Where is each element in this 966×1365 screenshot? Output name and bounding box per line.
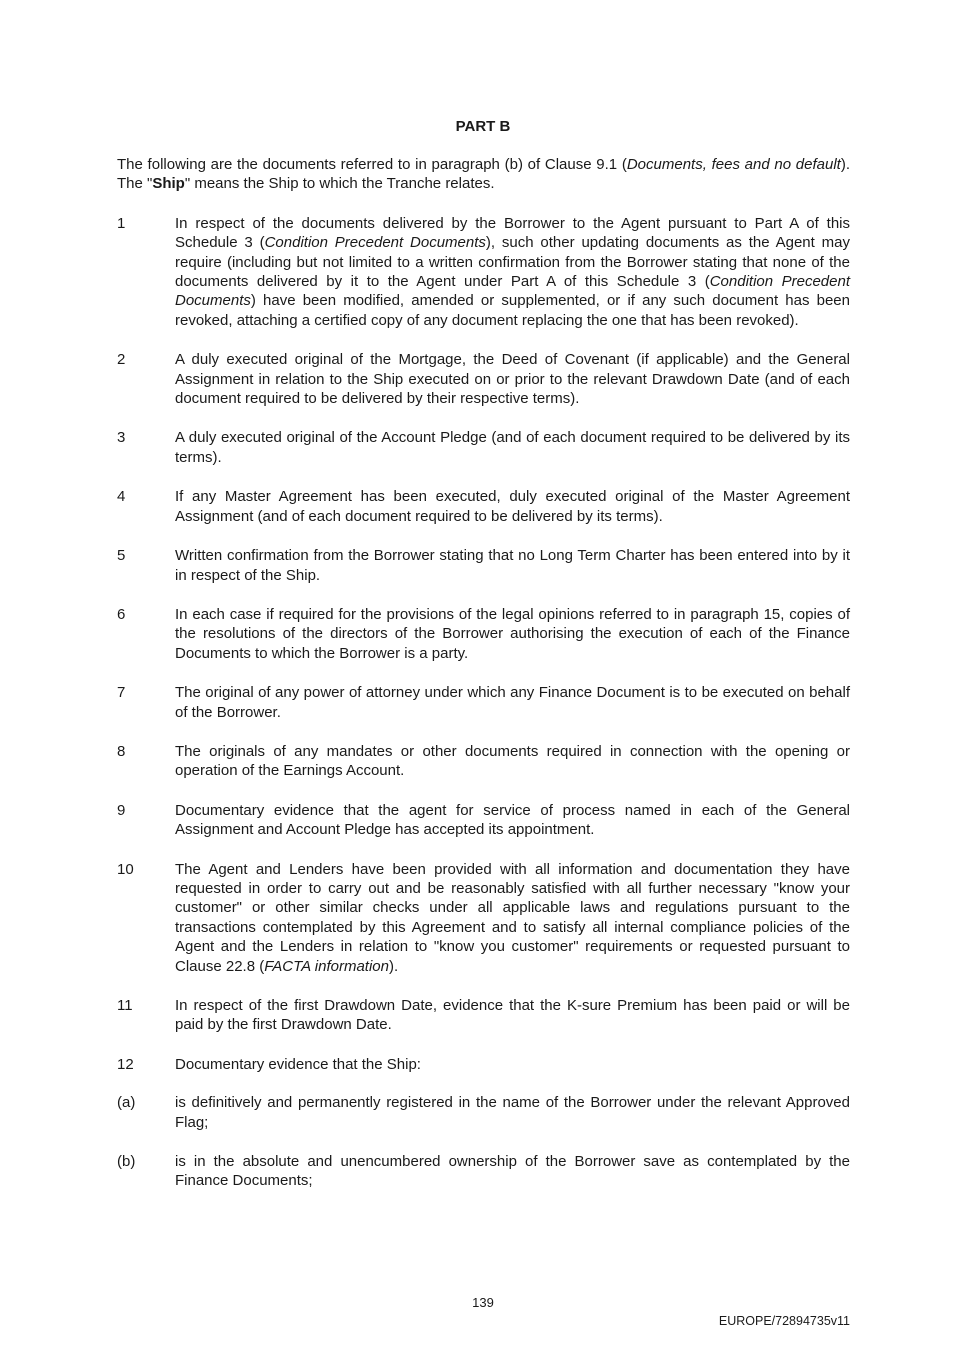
clause-number: (b): [117, 1153, 136, 1171]
document-reference: EUROPE/72894735v11: [718, 1314, 850, 1328]
clause-number: 1: [117, 214, 126, 232]
clause-text: In respect of the first Drawdown Date, evidence that the K-sure Premium has been paid or will be paid by the first Drawdown Date.: [175, 997, 850, 1034]
clause-12-a: [117, 1093, 850, 1132]
clause-number: 8: [117, 742, 126, 760]
clause-8: [117, 742, 850, 781]
clause-number: 2: [117, 351, 126, 369]
document-body: [117, 155, 850, 1191]
clause-text-part: ), such other updating documents as the Agent may require (including but not limited to a written confirmation from the Borrower stating that none of the documents delivered by it to the Agent under Part A of this Schedule 3 (: [175, 234, 850, 291]
clause-12: [117, 1055, 850, 1074]
intro-text: " means the Ship to which the Tranche relates.: [184, 175, 495, 193]
clause-text: [175, 860, 850, 976]
clause-6: [117, 605, 850, 663]
clause-4: [117, 487, 850, 526]
clause-number: 6: [117, 605, 126, 623]
clause-text: The original of any power of attorney under which any Finance Document is to be executed on behalf of the Borrower.: [175, 684, 850, 721]
clause-italic-reference: Condition Precedent Documents: [264, 234, 486, 252]
clause-text: A duly executed original of the Account Pledge (and of each document required to be delivered by its terms).: [175, 429, 850, 466]
clause-3: [117, 428, 850, 467]
intro-italic-reference: Documents, fees and no default: [626, 156, 841, 173]
clause-number: 3: [117, 429, 126, 447]
clause-9: [117, 801, 850, 840]
clause-number: 11: [117, 997, 133, 1014]
clause-text: If any Master Agreement has been executed, duly executed original of the Master Agreement Assignment (and of each document required to be delivered by its terms).: [175, 488, 850, 525]
clause-text-part: ).: [388, 957, 399, 975]
clause-11: [117, 996, 850, 1035]
intro-paragraph: [117, 155, 850, 194]
clause-2: [117, 350, 850, 408]
clause-text-part: The Agent and Lenders have been provided with all information and documentation they have requested in order to carry out and be reasonably satisfied with all further necessary "know your customer" or other similar checks under all applicable laws and regulations pursuant to the transactions contemplated by this Agreement and to satisfy all internal compliance policies of the Agent and the Lenders in relation to "know you customer" requirements or requested pursuant to Clause 22.8 (: [175, 860, 850, 975]
clause-number: 4: [117, 488, 126, 506]
clause-10: [117, 860, 850, 976]
clause-text: is definitively and permanently registered in the name of the Borrower under the relevant Approved Flag;: [175, 1094, 850, 1131]
clause-number: 5: [117, 547, 126, 565]
clause-italic-reference: Condition Precedent Documents: [175, 273, 850, 310]
clause-text: is in the absolute and unencumbered ownership of the Borrower save as contemplated by the Finance Documents;: [175, 1153, 850, 1190]
clause-number: 12: [117, 1055, 134, 1073]
clause-number: 7: [117, 684, 126, 702]
page-number: 139: [472, 1295, 494, 1310]
clause-text: Documentary evidence that the Ship:: [175, 1055, 421, 1073]
ship-defined-term: Ship: [152, 175, 185, 193]
clause-text-part: ) have been modified, amended or supplemented, or if any such document has been revoked, attaching a certified copy of any document replacing the one that has been revoked).: [175, 292, 850, 329]
clause-text: Documentary evidence that the agent for service of process named in each of the General Assignment and Account Pledge has accepted its appointment.: [175, 801, 850, 839]
clause-1: [117, 214, 850, 330]
clause-12-b: [117, 1152, 850, 1191]
intro-text: ). The ": [117, 156, 850, 193]
clause-5: [117, 546, 850, 585]
clause-number: (a): [117, 1094, 136, 1112]
clause-text: The originals of any mandates or other documents required in connection with the opening or operation of the Earnings Account.: [175, 742, 850, 780]
clause-number: 10: [117, 860, 134, 878]
clause-text: [175, 214, 850, 330]
clause-number: 9: [117, 801, 126, 819]
part-heading: PART B: [455, 118, 511, 135]
clause-text: Written confirmation from the Borrower stating that no Long Term Charter has been entered into by it in respect of the Ship.: [175, 547, 850, 584]
clause-7: [117, 683, 850, 722]
clause-text: A duly executed original of the Mortgage, the Deed of Covenant (if applicable) and the General Assignment in relation to the Ship executed on or prior to the relevant Drawdown Date (and of each document required to be delivered by their respective terms).: [175, 351, 850, 408]
intro-text: The following are the documents referred to in paragraph (b) of Clause 9.1 (: [117, 156, 627, 173]
clause-text: In each case if required for the provisions of the legal opinions referred to in paragraph 15, copies of the resolutions of the directors of the Borrower authorising the execution of each of the Finance Documents to which the Borrower is a party.: [175, 605, 850, 662]
clause-text-part: In respect of the documents delivered by the Borrower to the Agent pursuant to Part A of this Schedule 3 (: [175, 214, 850, 252]
clause-italic-reference: FACTA information: [264, 957, 389, 975]
